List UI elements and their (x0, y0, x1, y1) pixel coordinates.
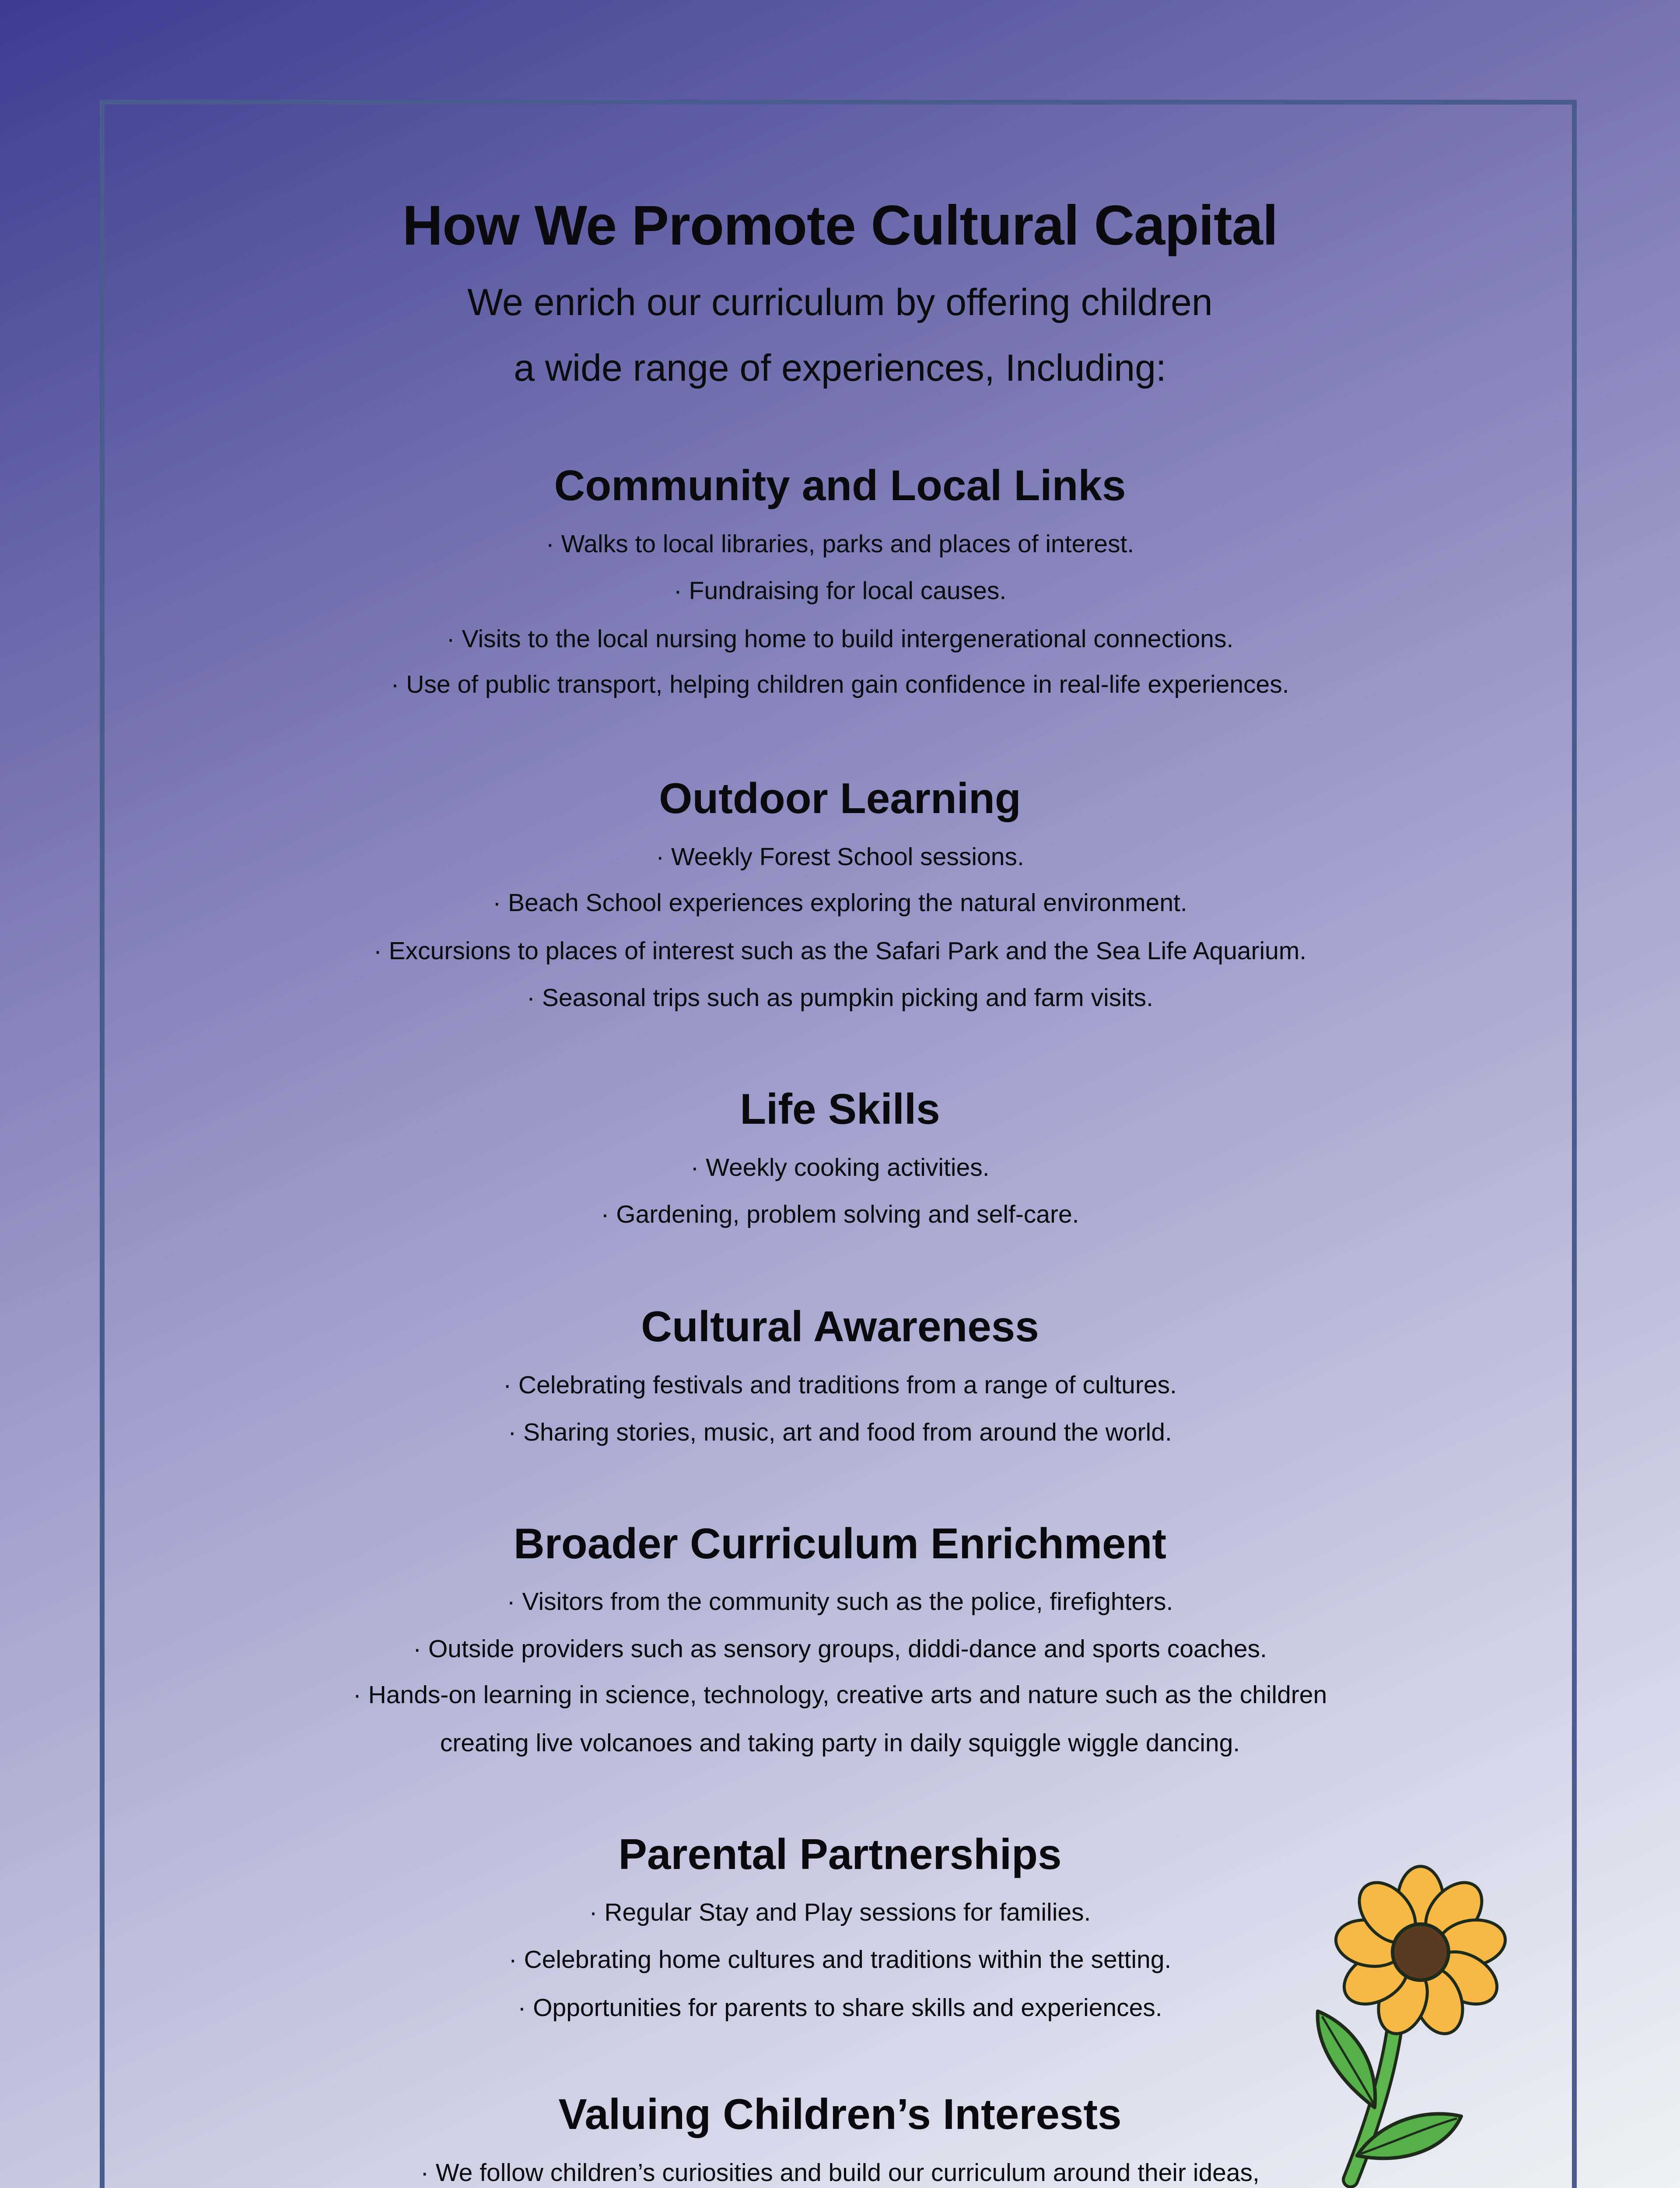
list-item: · Celebrating festivals and traditions from a range of cultures. (503, 1371, 1177, 1399)
list-item: · Excursions to places of interest such as the Safari Park and the Sea Life Aquarium. (373, 937, 1307, 965)
list-item: · Visitors from the community such as the police, firefighters. (507, 1588, 1173, 1616)
list-item: · Seasonal trips such as pumpkin picking and farm visits. (527, 984, 1153, 1012)
list-item: · Beach School experiences exploring the natural environment. (493, 889, 1187, 917)
section-heading: Outdoor Learning (659, 774, 1021, 822)
list-item: · Fundraising for local causes. (673, 577, 1007, 605)
sunflower-icon (1309, 1854, 1510, 2188)
section-heading: Valuing Children’s Interests (558, 2090, 1122, 2138)
list-item: · Weekly cooking activities. (690, 1154, 990, 1182)
list-item: · Celebrating home cultures and traditions within the setting. (508, 1946, 1172, 1974)
section-heading: Life Skills (740, 1085, 940, 1133)
section-heading: Cultural Awareness (641, 1302, 1039, 1350)
page-title: How We Promote Cultural Capital (402, 194, 1278, 257)
list-item: · Hands-on learning in science, technology, creative arts and nature such as the children (353, 1681, 1327, 1709)
list-item: · Outside providers such as sensory groups, diddi-dance and sports coaches. (413, 1635, 1267, 1663)
list-item: · Weekly Forest School sessions. (656, 843, 1024, 871)
section-heading: Parental Partnerships (618, 1830, 1062, 1878)
section-heading: Broader Curriculum Enrichment (513, 1519, 1167, 1567)
list-item: creating live volcanoes and taking party in daily squiggle wiggle dancing. (440, 1729, 1240, 1757)
list-item: · We follow children’s curiosities and build our curriculum around their ideas, (420, 2159, 1260, 2187)
list-item: · Sharing stories, music, art and food from around the world. (508, 1418, 1172, 1446)
list-item: · Walks to local libraries, parks and places of interest. (546, 530, 1134, 558)
section-heading: Community and Local Links (554, 461, 1126, 509)
list-item: · Use of public transport, helping children gain confidence in real-life experiences. (391, 670, 1289, 698)
intro-line: We enrich our curriculum by offering children (467, 281, 1213, 323)
list-item: · Gardening, problem solving and self-care. (601, 1200, 1079, 1228)
list-item: · Opportunities for parents to share skills and experiences. (518, 1994, 1162, 2022)
intro-line: a wide range of experiences, Including: (514, 347, 1166, 389)
list-item: · Visits to the local nursing home to build intergenerational connections. (446, 625, 1234, 653)
list-item: · Regular Stay and Play sessions for families. (589, 1898, 1091, 1926)
